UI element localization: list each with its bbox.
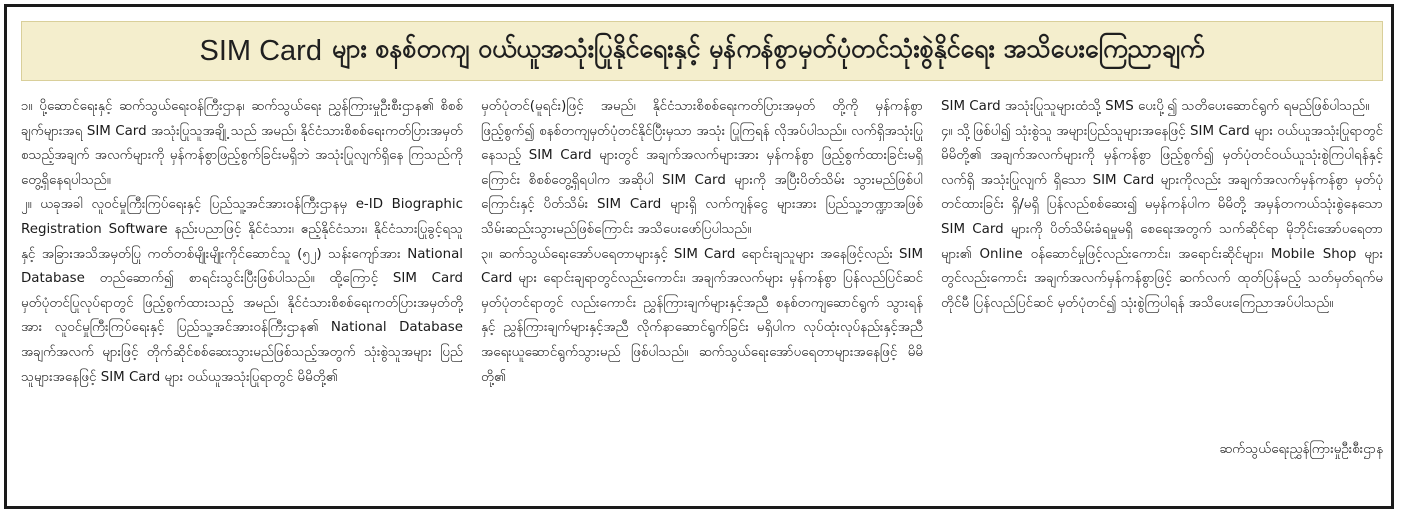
paragraph-1: ၁။ ပို့ဆောင်ရေးနှင့် ဆက်သွယ်ရေးဝန်ကြီးဌာန၊ ဆက်သွယ်ရေး ညွှန်ကြားမှုဦးစီးဌာန၏ စိစစ်ချက်များအရ SIM Card အသုံးပြုသူအချို့ သည် အမည်၊ နိုင်ငံသားစိစစ်ရေးကတ်ပြားအမှတ် စသည့်အချက် အလက်များကို မှန်ကန်စွာဖြည့်စွက်ခြင်းမရှိဘဲ အသုံးပြုလျက်ရှိနေ ကြသည်ကို တွေ့ရှိနေရပါသည်။	[21, 99, 463, 188]
announcement-body	[21, 95, 1383, 495]
paragraph-3: ၃။ ဆက်သွယ်ရေးအော်ပရေတာများနှင့် SIM Card ရောင်းချသူများ အနေဖြင့်လည်း SIM Card များ ရောင်းချရာတွင်လည်းကောင်း၊ အချက်အလက်များ မှန်ကန်စွာ ပြန်လည်ပြင်ဆင်မှတ်ပုံတင်ရာတွင် လည်းကောင်း ညွှန်ကြားချက်များနှင့်အညီ စနစ်တကျဆောင်ရွက် သွားရန်နှင့် ညွှန်ကြားချက်များနှင့်အညီ လိုက်နာဆောင်ရွက်ခြင်း မရှိပါက လုပ်ထုံးလုပ်နည်းနှင့်အညီ အရေးယူဆောင်ရွက်သွားမည် ဖြစ်ပါသည်။ ဆက်သွယ်ရေးအော်ပရေတာများအနေဖြင့် မိမိတို့၏	[481, 246, 923, 385]
column-1	[21, 95, 463, 495]
column-2	[481, 95, 923, 495]
paragraph-3-continued: SIM Card အသုံးပြုသူများထံသို့ SMS ပေးပို့၍ သတိပေးဆောင်ရွက် ရမည်ဖြစ်ပါသည်။	[941, 99, 1370, 114]
announcement-frame	[4, 4, 1394, 509]
paragraph-2-continued: မှတ်ပုံတင်(မူရင်း)ဖြင့် အမည်၊ နိုင်ငံသားစိစစ်ရေးကတ်ပြားအမှတ် တို့ကို မှန်ကန်စွာဖြည့်စွက်၍ စနစ်တကျမှတ်ပုံတင်နိုင်ပြီးမှသာ အသုံး ပြုကြရန် လိုအပ်ပါသည်။ လက်ရှိအသုံးပြုနေသည့် SIM Card များတွင် အချက်အလက်များအား မှန်ကန်စွာ ဖြည့်စွက်ထားခြင်းမရှိကြောင်း စိစစ်တွေ့ရှိရပါက အဆိုပါ SIM Card များကို အပြီးပိတ်သိမ်း သွားမည်ဖြစ်ပါကြောင်းနှင့် ပိတ်သိမ်း SIM Card များရှိ လက်ကျန်ငွေ များအား ပြည်သူ့ဘဏ္ဍာအဖြစ် သိမ်းဆည်းသွားမည်ဖြစ်ကြောင်း အသိပေးဖော်ပြပါသည်။	[481, 99, 923, 237]
issuer-signature: ဆက်သွယ်ရေးညွှန်ကြားမှုဦးစီးဌာန	[1219, 442, 1383, 458]
paragraph-4: ၄။ သို့ဖြစ်ပါ၍ သုံးစွဲသူ အများပြည်သူများအနေဖြင့် SIM Card များ ဝယ်ယူအသုံးပြုရာတွင် မိမိတို့၏ အချက်အလက်များကို မှန်ကန်စွာ ဖြည့်စွက်၍ မှတ်ပုံတင်ဝယ်ယူသုံးစွဲကြပါရန်နှင့် လက်ရှိ အသုံးပြုလျက် ရှိသော SIM Card များကိုလည်း အချက်အလက်မှန်ကန်စွာ မှတ်ပုံ တင်ထားခြင်း ရှိ/မရှိ ပြန်လည်စစ်ဆေး၍ မမှန်ကန်ပါက မိမိတို့ အမှန်တကယ်သုံးစွဲနေသော SIM Card များကို ပိတ်သိမ်းခံရမှုမရှိ စေရေးအတွက် သက်ဆိုင်ရာ မိုဘိုင်းအော်ပရေတာများ၏ Online ဝန်ဆောင်မှုဖြင့်လည်းကောင်း၊ အရောင်းဆိုင်များ၊ Mobile Shop များ တွင်လည်းကောင်း အချက်အလက်မှန်ကန်စွာဖြင့် ဆက်လက် ထုတ်ပြန်မည့် သတ်မှတ်ရက်မတိုင်မီ ပြန်လည်ပြင်ဆင် မှတ်ပုံတင်၍ သုံးစွဲကြပါရန် အသိပေးကြေညာအပ်ပါသည်။	[941, 123, 1383, 311]
paragraph-2: ၂။ ယခုအခါ လူဝင်မှုကြီးကြပ်ရေးနှင့် ပြည်သူ့အင်အားဝန်ကြီးဌာနမှ e-ID Biographic Registration Software နည်းပညာဖြင့် နိုင်ငံသား၊ ဧည့်နိုင်ငံသား၊ နိုင်ငံသားပြုခွင့်ရသူနှင့် အခြားအသိအမှတ်ပြု ကတ်တစ်မျိုးမျိုးကိုင်ဆောင်သူ (၅၂) သန်းကျော်အား National Database တည်ဆောက်၍ စာရင်းသွင်းပြီးဖြစ်ပါသည်။ ထို့ကြောင့် SIM Card မှတ်ပုံတင်ပြုလုပ်ရာတွင် ဖြည့်စွက်ထားသည့် အမည်၊ နိုင်ငံသားစိစစ်ရေးကတ်ပြားအမှတ်တို့အား လူဝင်မှုကြီးကြပ်ရေးနှင့် ပြည်သူ့အင်အားဝန်ကြီးဌာန၏ National Database အချက်အလက် များဖြင့် တိုက်ဆိုင်စစ်ဆေးသွားမည်ဖြစ်သည့်အတွက် သုံးစွဲသူအများ ပြည်သူများအနေဖြင့် SIM Card များ ဝယ်ယူအသုံးပြုရာတွင် မိမိတို့၏	[21, 197, 463, 385]
announcement-title	[21, 21, 1383, 81]
title-latin: SIM Card	[199, 34, 322, 67]
title-myanmar: များ စနစ်တကျ ဝယ်ယူအသုံးပြုနိုင်ရေးနှင့် မှန်ကန်စွာမှတ်ပုံတင်သုံးစွဲနိုင်ရေး အသိပေးကြေညာချက်	[331, 33, 1205, 63]
column-3	[941, 95, 1383, 495]
